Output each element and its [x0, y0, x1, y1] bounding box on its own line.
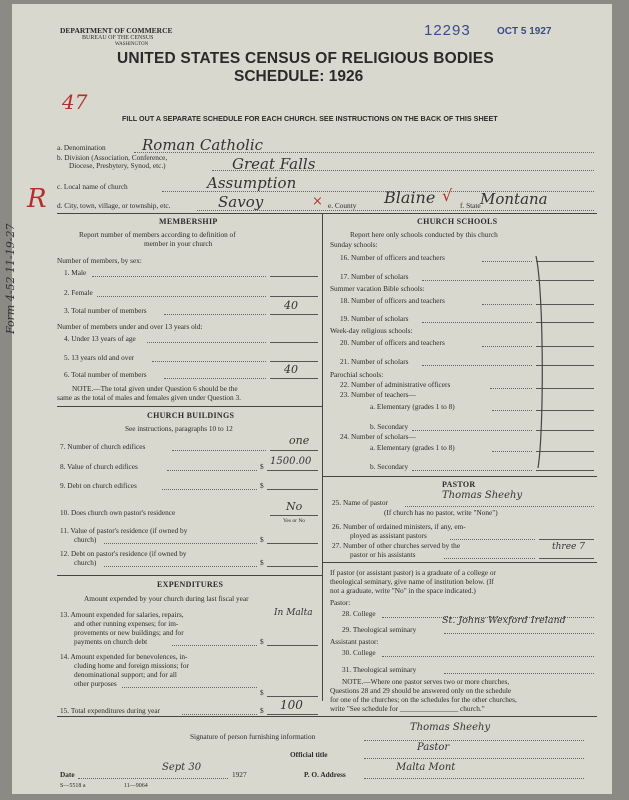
q21-label: 21. Number of scholars — [340, 357, 409, 366]
q15-value: 100 — [280, 698, 303, 712]
q13-label: 13. Amount expended for salaries, repairs, — [60, 610, 184, 619]
pastor-note-1: NOTE.—Where one pastor serves two or more churches, — [342, 677, 510, 686]
expenditures-title: EXPENDITURES — [157, 580, 224, 589]
q13-label-4: payments on church debt — [74, 637, 148, 646]
denomination-value: Roman Catholic — [142, 136, 264, 154]
parochial-label: Parochial schools: — [330, 370, 384, 379]
sunday-label: Sunday schools: — [330, 240, 378, 249]
schools-title: CHURCH SCHOOLS — [417, 217, 498, 226]
q9-dollar: $ — [260, 481, 264, 490]
q12-dollar: $ — [260, 558, 264, 567]
membership-title: MEMBERSHIP — [159, 217, 218, 226]
q25-value: Thomas Sheehy — [442, 490, 523, 501]
church-name-value: Assumption — [207, 174, 297, 192]
city-label-field: d. City, town, village, or township, etc. — [57, 201, 171, 210]
q20-label: 20. Number of officers and teachers — [340, 338, 445, 347]
q10-label: 10. Does church own pastor's residence — [60, 508, 176, 517]
summer-label: Summer vacation Bible schools: — [330, 284, 425, 293]
q8-label: 8. Value of church edifices — [60, 462, 138, 471]
q24a-label: a. Elementary (grades 1 to 8) — [370, 443, 455, 452]
q13-value: In Malta — [274, 608, 313, 618]
pastor-title: PASTOR — [442, 480, 476, 489]
division-label: b. Division (Association, Conference, — [57, 153, 168, 162]
official-title-label: Official title — [290, 750, 328, 759]
pastor-sub-label: Pastor: — [330, 598, 351, 607]
county-value: Blaine — [384, 188, 436, 207]
pastor-note-4: write "See schedule for ________________ church." — [330, 704, 485, 713]
q25-label: 25. Name of pastor — [332, 498, 388, 507]
q24-label: 24. Number of scholars— — [340, 432, 416, 441]
po-address-value: Malta Mont — [396, 762, 456, 773]
division-label-2: Diocese, Presbytery, Synod, etc.) — [69, 161, 166, 170]
city-label: WASHINGTON — [115, 42, 149, 47]
q23-label: 23. Number of teachers— — [340, 390, 416, 399]
membership-note1: NOTE.—The total given under Question 6 should be the — [72, 384, 238, 393]
q5-label: 5. 13 years old and over — [64, 353, 135, 362]
pastor-note-3: for one of the churches; on the schedules for the other churches, — [330, 695, 517, 704]
q14-label-4: other purposes — [74, 679, 117, 688]
expenditures-sub: Amount expended by your church during last fiscal year — [84, 594, 249, 603]
q29-label: 29. Theological seminary — [342, 625, 417, 634]
stamp-date: OCT 5 1927 — [497, 26, 552, 37]
q25-hint: (If church has no pastor, write "None") — [384, 508, 498, 517]
q23a-label: a. Elementary (grades 1 to 8) — [370, 402, 455, 411]
q14-label: 14. Amount expended for benevolences, in- — [60, 652, 188, 661]
grad-text-3: not a graduate, write "No" in the space indicated.) — [330, 586, 476, 595]
q14-label-3: denominational support; and for all — [74, 670, 177, 679]
q27-label: 27. Number of other churches served by the — [332, 541, 461, 550]
q7-value: one — [289, 434, 310, 447]
membership-note2: same as the total of males and females given under Question 3. — [57, 393, 241, 402]
red-r-mark: R — [27, 184, 47, 214]
q26-label-2: ployed as assistant pastors — [350, 531, 427, 540]
q9-label: 9. Debt on church edifices — [60, 481, 137, 490]
q18-label: 18. Number of officers and teachers — [340, 296, 445, 305]
buildings-sub: See instructions, paragraphs 10 to 12 — [125, 424, 233, 433]
q27-value: three 7 — [552, 542, 585, 552]
q14-label-2: cluding home and foreign missions; for — [74, 661, 189, 670]
red-number-mark: 47 — [62, 90, 88, 114]
date-year: 1927 — [232, 770, 247, 779]
membership-sub2: member in your church — [144, 239, 213, 248]
county-label: e. County — [328, 201, 357, 210]
q16-label: 16. Number of officers and teachers — [340, 253, 445, 262]
q22-label: 22. Number of administrative officers — [340, 380, 451, 389]
q31-label: 31. Theological seminary — [342, 665, 417, 674]
pastor-note-2: Questions 28 and 29 should be answered only on the schedule — [330, 686, 512, 695]
membership-sub1: Report number of members according to definition of — [79, 230, 236, 239]
signature-value: Thomas Sheehy — [410, 722, 491, 733]
q10-value: No — [286, 500, 303, 513]
grad-text-1: If pastor (or assistant pastor) is a graduate of a college or — [330, 568, 496, 577]
q15-label: 15. Total expenditures during year — [60, 706, 161, 715]
q3-label: 3. Total number of members — [64, 306, 147, 315]
q30-label: 30. College — [342, 648, 376, 657]
membership-q-intro2: Number of members under and over 13 years old: — [57, 322, 203, 331]
form-code: S—5518 a — [60, 783, 86, 789]
official-title-value: Pastor — [417, 742, 450, 753]
q13-dollar: $ — [260, 637, 264, 646]
grad-text-2: theological seminary, give name of institution below. (If — [330, 577, 494, 586]
q28-label: 28. College — [342, 609, 376, 618]
instruction-line: FILL OUT A SEPARATE SCHEDULE FOR EACH CHURCH. SEE INSTRUCTIONS ON THE BACK OF THIS SHEET — [122, 114, 498, 123]
state-label: f. State — [460, 201, 481, 210]
q24b-label: b. Secondary — [370, 462, 409, 471]
state-value: Montana — [480, 190, 548, 208]
division-value: Great Falls — [232, 155, 316, 173]
q23b-label: b. Secondary — [370, 422, 409, 431]
weekday-label: Week-day religious schools: — [330, 326, 413, 335]
city-value: Savoy — [218, 193, 264, 211]
q10-hint: Yes or No — [283, 518, 306, 524]
q8-dollar: $ — [260, 462, 264, 471]
stamp-number: 12293 — [424, 22, 471, 39]
q12-label-2: church) — [74, 558, 97, 567]
q13-label-3: provements or new buildings; and for — [74, 628, 184, 637]
date-label: Date — [60, 770, 75, 779]
q27-label-2: pastor or his assistants — [350, 550, 416, 559]
q11-label-2: church) — [74, 535, 97, 544]
q8-value: 1500.00 — [270, 456, 312, 467]
church-name-label: c. Local name of church — [57, 182, 128, 191]
side-note: Form 4-52 11-19-27 — [4, 223, 17, 334]
q6-value: 40 — [284, 363, 298, 376]
form-subtitle: SCHEDULE: 1926 — [234, 68, 364, 85]
form-code-2: 11—9064 — [124, 783, 148, 789]
assistant-label: Assistant pastor: — [330, 637, 379, 646]
schools-sub: Report here only schools conducted by this church — [350, 230, 498, 239]
bureau-label: BUREAU OF THE CENSUS — [82, 35, 154, 41]
denomination-label: a. Denomination — [57, 143, 106, 152]
department-label: DEPARTMENT OF COMMERCE — [60, 26, 173, 35]
q13-label-2: and other running expenses; for im- — [74, 619, 179, 628]
q2-label: 2. Female — [64, 288, 93, 297]
po-address-label: P. O. Address — [304, 770, 346, 779]
membership-q-intro: Number of members, by sex: — [57, 256, 142, 265]
q26-label: 26. Number of ordained ministers, if any, em- — [332, 522, 466, 531]
q19-label: 19. Number of scholars — [340, 314, 409, 323]
q17-label: 17. Number of scholars — [340, 272, 409, 281]
bracket-mark — [534, 252, 550, 472]
q29-value: St. Johns Wexford Ireland — [442, 615, 566, 626]
signature-label: Signature of person furnishing information — [190, 732, 316, 741]
census-schedule-page — [4, 4, 612, 794]
q6-label: 6. Total number of members — [64, 370, 147, 379]
q15-dollar: $ — [260, 706, 264, 715]
red-x-mark: × — [312, 194, 323, 209]
q12-label: 12. Debt on pastor's residence (if owned by — [60, 549, 187, 558]
q1-label: 1. Male — [64, 268, 87, 277]
q4-label: 4. Under 13 years of age — [64, 334, 136, 343]
form-title: UNITED STATES CENSUS OF RELIGIOUS BODIES — [117, 50, 494, 67]
q3-value: 40 — [284, 299, 298, 312]
q11-label: 11. Value of pastor's residence (if owned by — [60, 526, 188, 535]
q14-dollar: $ — [260, 688, 264, 697]
q11-dollar: $ — [260, 535, 264, 544]
date-value: Sept 30 — [162, 762, 202, 773]
buildings-title: CHURCH BUILDINGS — [147, 411, 235, 420]
q7-label: 7. Number of church edifices — [60, 442, 146, 451]
red-check-mark: √ — [442, 186, 453, 205]
